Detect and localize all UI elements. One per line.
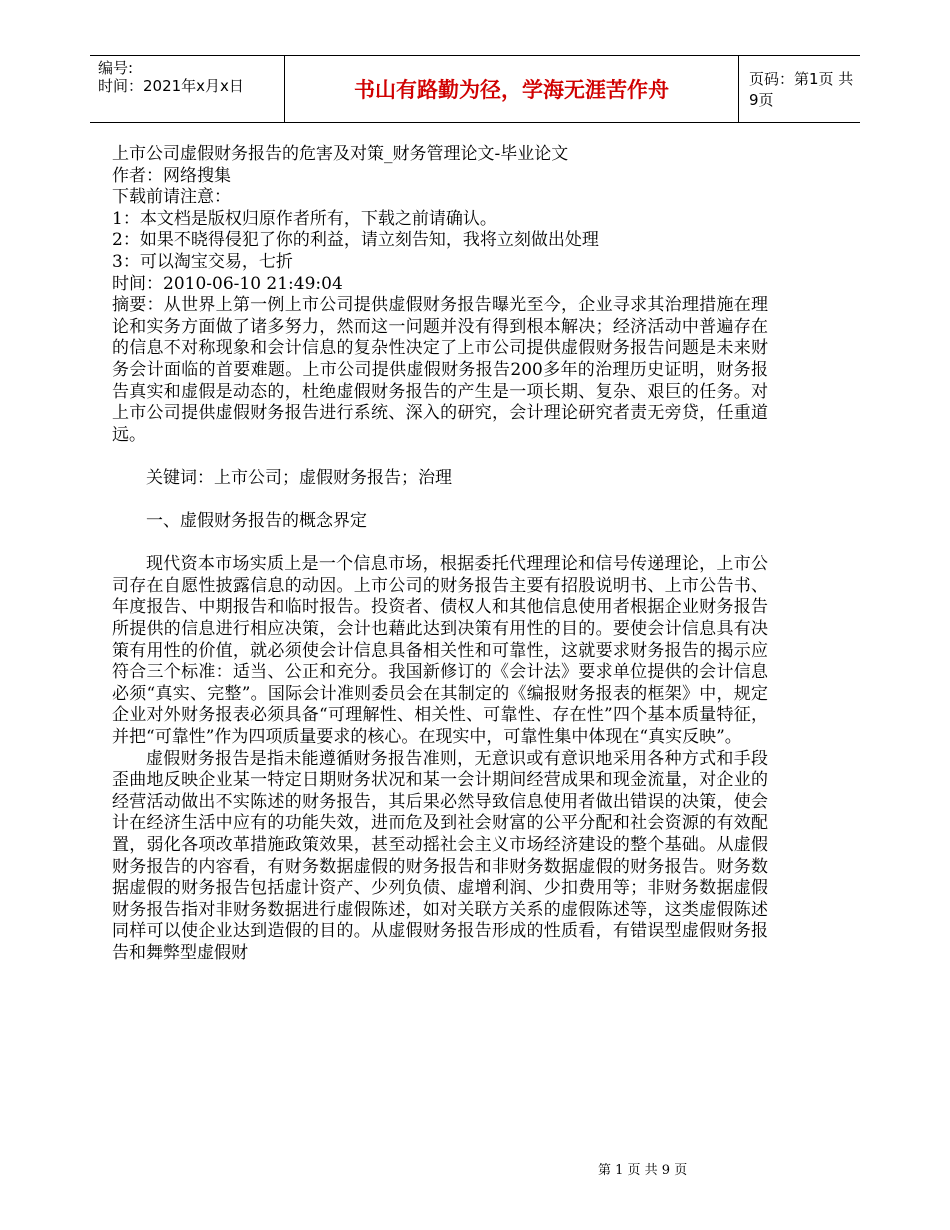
notice-item: 3：可以淘宝交易，七折 xyxy=(112,251,293,272)
keywords: 关键词：上市公司；虚假财务报告；治理 xyxy=(146,467,452,488)
header-page-info: 页码：第1页 共9页 xyxy=(749,70,854,109)
header-motto: 书山有路勤为径，学海无涯苦作舟 xyxy=(284,56,739,122)
header-meta xyxy=(90,56,284,122)
page-header xyxy=(90,55,860,123)
abstract: 摘要：从世界上第一例上市公司提供虚假财务报告曝光至今，企业寻求其治理措施在理论和实务方面做了诸多努力，然而这一问题并没有得到根本解决；经济活动中普遍存在的信息不对称现象和会计信息的复杂性决定了上市公司提供虚假财务报告问题是未来财务会计面临的首要难题。上市公司提供虚假财务报告200多年的治理历史证明，财务报告真实和虚假是动态的，杜绝虚假财务报告的产生是一项长期、复杂、艰巨的任务。对上市公司提供虚假财务报告进行系统、深入的研究，会计理论研究者责无旁贷，任重道远。 xyxy=(112,295,768,445)
section-heading: 一、虚假财务报告的概念界定 xyxy=(146,511,367,532)
header-number-label: 编号: xyxy=(98,59,134,77)
notice-item: 1：本文档是版权归原作者所有，下载之前请确认。 xyxy=(112,208,497,229)
document-time: 时间：2010-06-10 21:49:04 xyxy=(112,273,343,294)
notice-heading: 下载前请注意： xyxy=(112,187,231,208)
document-body xyxy=(112,144,768,965)
notice-item: 2：如果不晓得侵犯了你的利益，请立刻告知，我将立刻做出处理 xyxy=(112,230,599,251)
header-time-label: 时间：2021年x月x日 xyxy=(98,77,244,95)
document-author: 作者：网络搜集 xyxy=(112,165,231,186)
document-title: 上市公司虚假财务报告的危害及对策_财务管理论文-毕业论文 xyxy=(112,144,569,164)
body-paragraph: 虚假财务报告是指未能遵循财务报告准则，无意识或有意识地采用各种方式和手段歪曲地反映企业某一特定日期财务状况和某一会计期间经营成果和现金流量，对企业的经营活动做出不实陈述的财务报告，其后果必然导致信息使用者做出错误的决策，使会计在经济生活中应有的功能失效，进而危及到社会财富的公平分配和社会资源的有效配置，弱化各项改革措施政策效果，甚至动摇社会主义市场经济建设的整个基础。从虚假财务报告的内容看，有财务数据虚假的财务报告和非财务数据虚假的财务报告。财务数据虚假的财务报告包括虚计资产、少列负债、虚增利润、少扣费用等；非财务数据虚假财务报告指对非财务数据进行虚假陈述，如对关联方关系的虚假陈述等，这类虚假陈述同样可以使企业达到造假的目的。从虚假财务报告形成的性质看，有错误型虚假财务报告和舞弊型虚假财 xyxy=(112,748,768,963)
page-footer: 第 1 页 共 9 页 xyxy=(598,1163,688,1178)
body-paragraph: 现代资本市场实质上是一个信息市场，根据委托代理理论和信号传递理论，上市公司存在自愿性披露信息的动因。上市公司的财务报告主要有招股说明书、上市公告书、年度报告、中期报告和临时报告。投资者、债权人和其他信息使用者根据企业财务报告所提供的信息进行相应决策，会计也藉此达到决策有用性的目的。要使会计信息具有决策有用性的价值，就必须使会计信息具备相关性和可靠性，这就要求财务报告的揭示应符合三个标准：适当、公正和充分。我国新修订的《会计法》要求单位提供的会计信息必须“真实、完整”。国际会计准则委员会在其制定的《编报财务报表的框架》中，规定企业对外财务报表必须具备“可理解性、相关性、可靠性、存在性”四个基本质量特征，并把“可靠性”作为四项质量要求的核心。在现实中，可靠性集中体现在“真实反映”。 xyxy=(112,554,768,748)
